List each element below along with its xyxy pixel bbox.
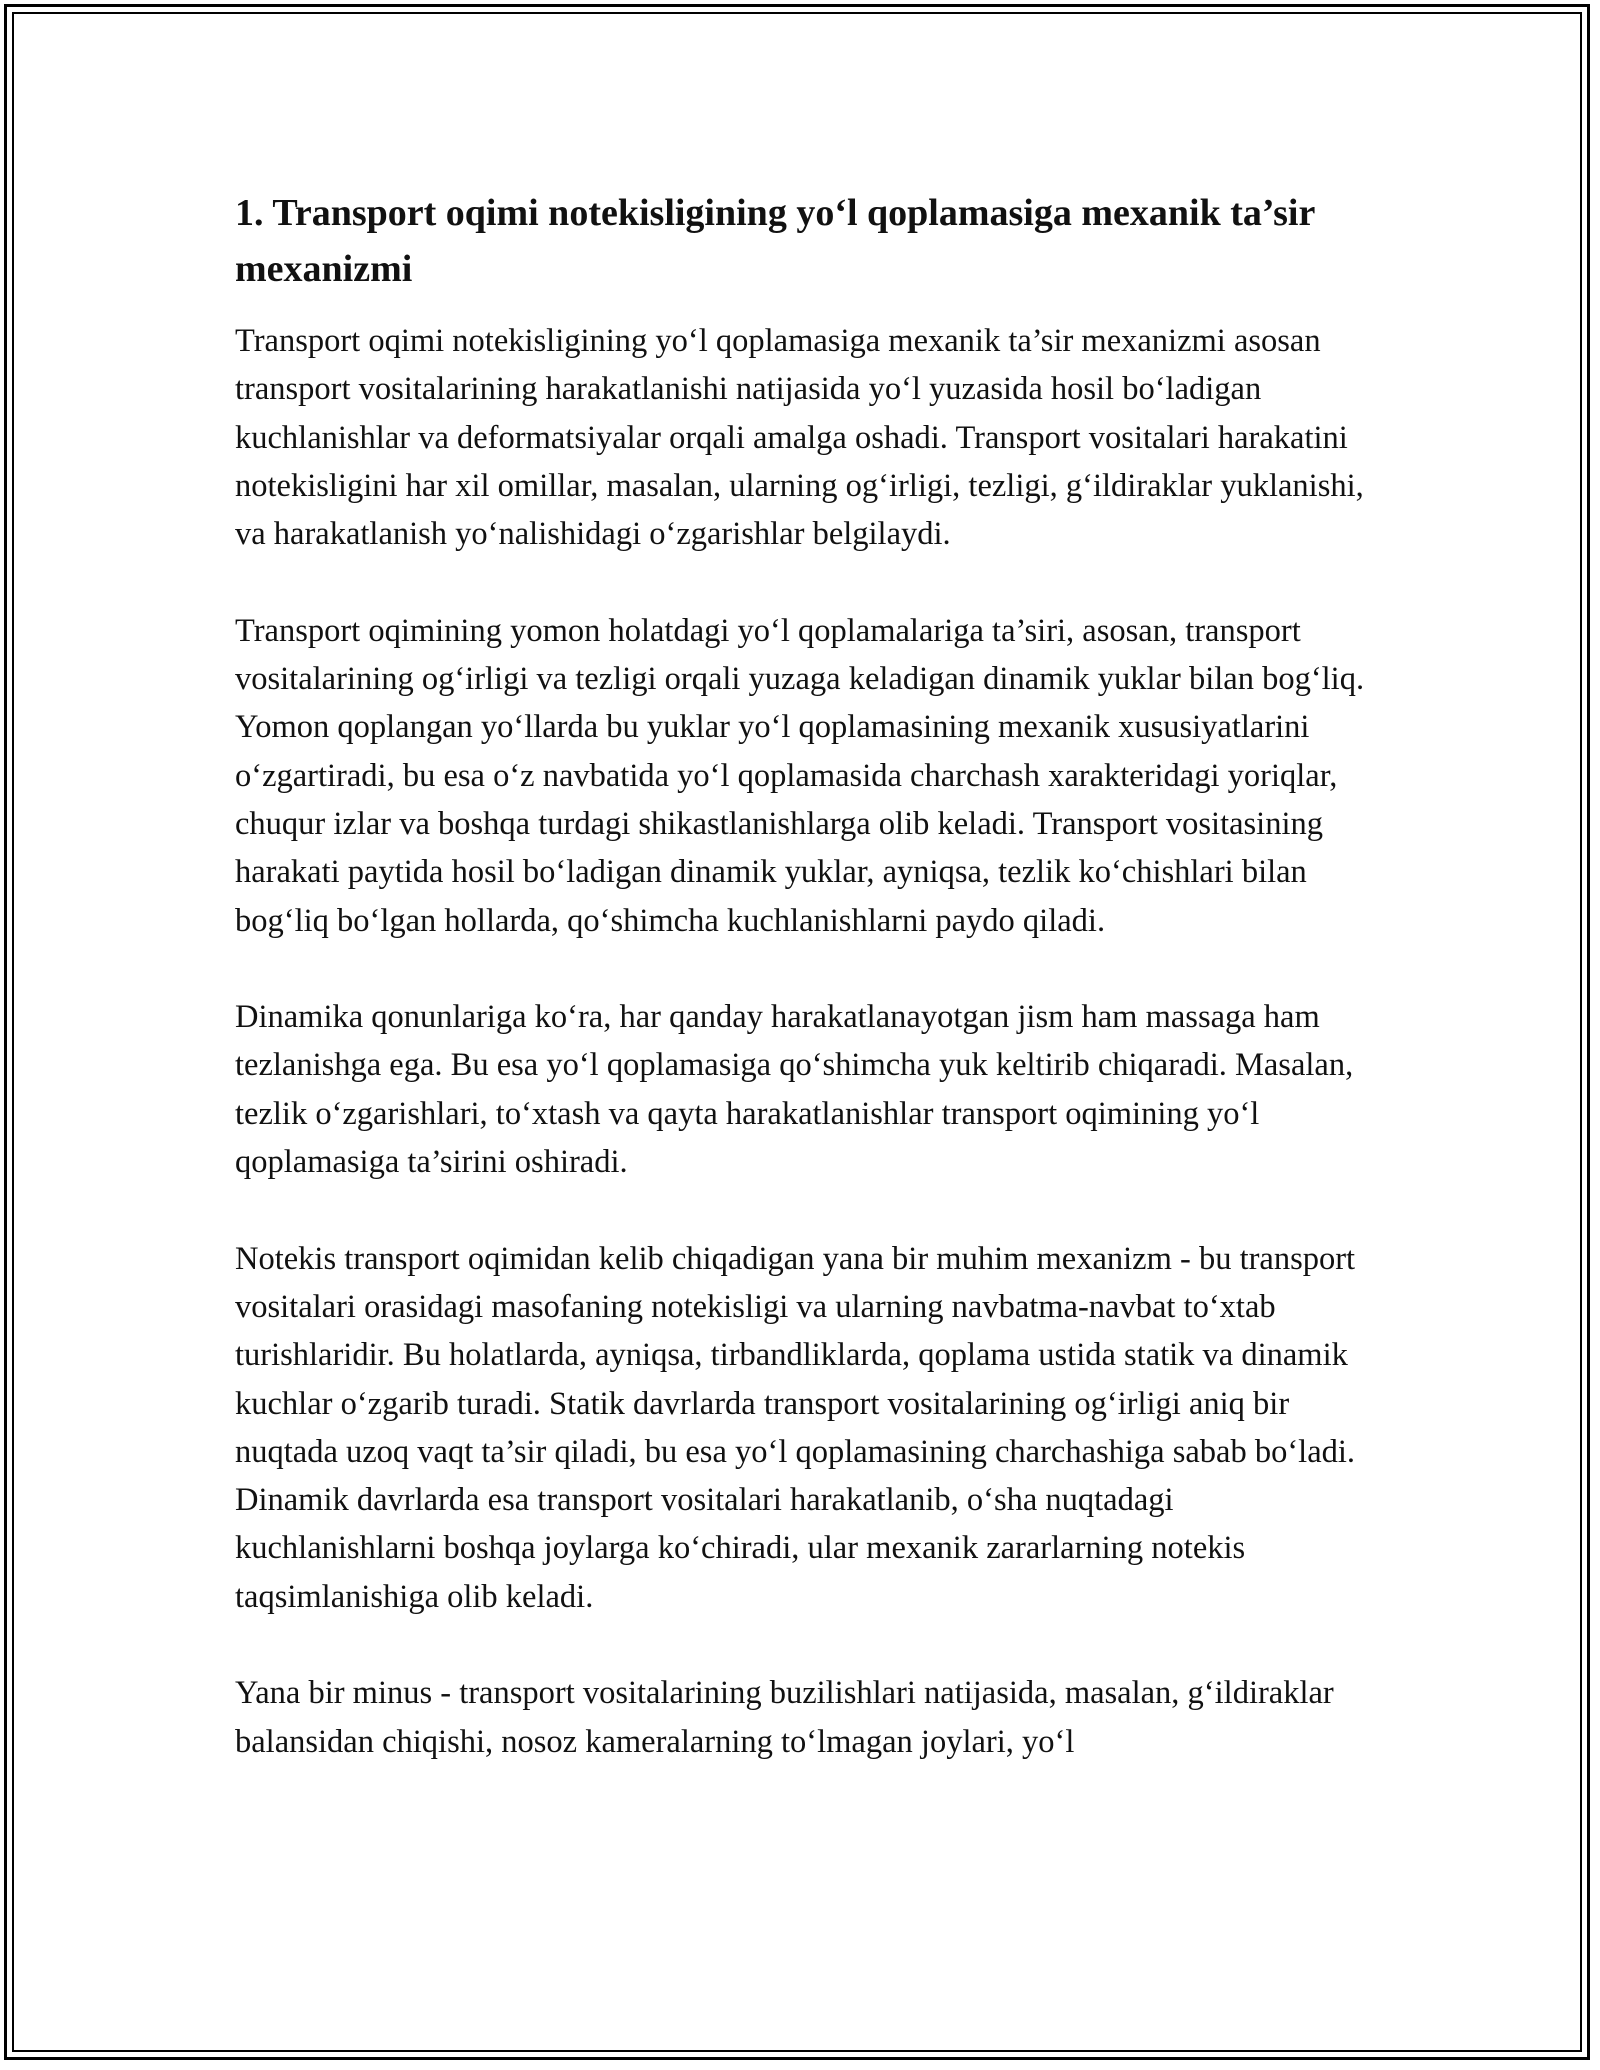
paragraph-1: Transport oqimi notekisligining yo‘l qoplamasiga mexanik ta’sir mexanizmi asosan transport vositalarining harakatlanishi natijasida yo‘l yuzasida hosil bo‘ladigan kuchlanishlar va deformatsiyalar orqali amalga oshadi. Transport vositalari harakatini notekisligini har xil omillar, masalan, ularning og‘irligi, tezligi, g‘ildiraklar yuklanishi, va harakatlanish yo‘nalishidagi o‘zgarishlar belgilaydi.: [235, 323, 1364, 553]
paragraph-4: Notekis transport oqimidan kelib chiqadigan yana bir muhim mexanizm - bu transport vositalari orasidagi masofaning notekisligi va ularning navbatma-navbat to‘xtab turishlaridir. Bu holatlarda, ayniqsa, tirbandliklarda, qoplama ustida statik va dinamik kuchlar o‘zgarib turadi. Statik davrlarda transport vositalarining og‘irligi aniq bir nuqtada uzoq vaqt ta’sir qiladi, bu esa yo‘l qoplamasining charchashiga sabab bo‘ladi. Dinamik davrlarda esa transport vositalari harakatlanib, o‘sha nuqtadagi kuchlanishlarni boshqa joylarga ko‘chiradi, ular mexanik zararlarning notekis taqsimlanishiga olib keladi.: [235, 1240, 1356, 1615]
section-heading: 1. Transport oqimi notekisligining yo‘l qoplamasiga mexanik ta’sir mexanizmi: [235, 192, 1315, 290]
paragraph-3: Dinamika qonunlariga ko‘ra, har qanday harakatlanayotgan jism ham massaga ham tezlanishga ega. Bu esa yo‘l qoplamasiga qo‘shimcha yuk keltirib chiqaradi. Masalan, tezlik o‘zgarishlari, to‘xtash va qayta harakatlanishlar transport oqimining yo‘l qoplamasiga ta’sirini oshiradi.: [235, 999, 1354, 1181]
document-body: [235, 185, 1370, 1814]
paragraph-2: Transport oqimining yomon holatdagi yo‘l qoplamalariga ta’siri, asosan, transport vositalarining og‘irligi va tezligi orqali yuzaga keladigan dinamik yuklar bilan bog‘liq. Yomon qoplangan yo‘llarda bu yuklar yo‘l qoplamasining mexanik xususiyatlarini o‘zgartiradi, bu esa o‘z navbatida yo‘l qoplamasida charchash xarakteridagi yoriqlar, chuqur izlar va boshqa turdagi shikastlanishlarga olib keladi. Transport vositasining harakati paytida hosil bo‘ladigan dinamik yuklar, ayniqsa, tezlik ko‘chishlari bilan bog‘liq bo‘lgan hollarda, qo‘shimcha kuchlanishlarni paydo qiladi.: [235, 612, 1365, 939]
paragraph-5: Yana bir minus - transport vositalarining buzilishlari natijasida, masalan, g‘ildiraklar balansidan chiqishi, nosoz kameralarning to‘lmagan joylari, yo‘l: [235, 1675, 1334, 1760]
